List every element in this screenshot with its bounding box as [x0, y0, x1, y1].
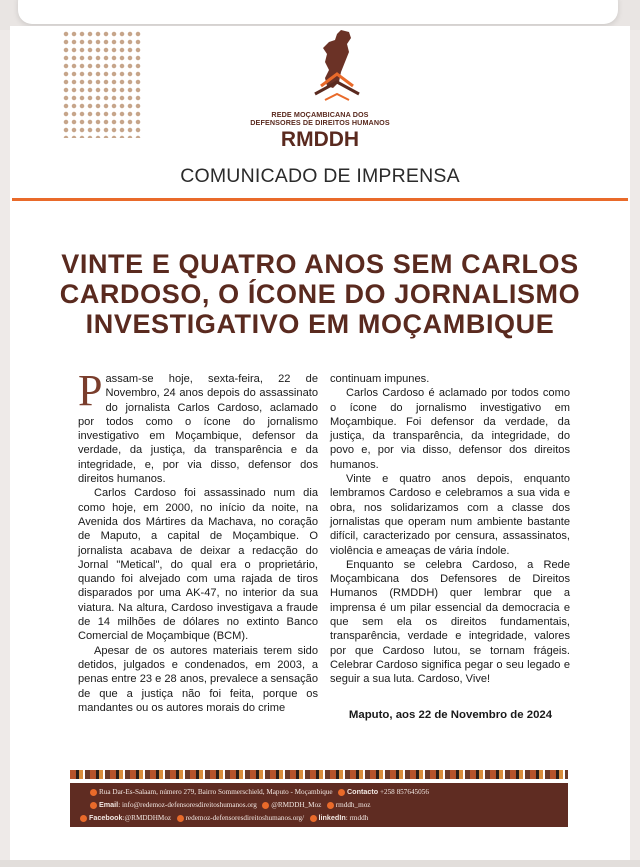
footer-address: Rua Dar-Es-Salaam, número 279, Bairro Sommerschield, Maputo - Moçambique: [99, 788, 333, 796]
body-paragraph: Carlos Cardoso foi assassinado num dia como hoje, em 2000, no início da noite, na Avenida dos Mártires da Machava, no coração de Maputo, a capital de Moçambique. O jornalista acabava de deixar a redacção do Jornal "Metical", do qual era o proprietário, quando foi alvejado com uma rajada de tiros disparados por uma AK-47, no interior da sua viatura. Na altura, Cardoso investigava a fraude de 14 milhões de dólares no extinto Banco Comercial de Moçambique (BCM).: [78, 487, 318, 643]
facebook-label: Facebook: [89, 813, 123, 822]
website-icon: [177, 815, 184, 822]
email-address[interactable]: : info@redemoz-defensoresdireitoshumanos.org: [118, 801, 257, 809]
body-paragraph: continuam impunes.: [330, 373, 430, 385]
email-icon: [90, 802, 97, 809]
contact-footer: [70, 783, 568, 827]
facebook-handle[interactable]: :@RMDDHMoz: [122, 814, 172, 822]
linkedin-label: linkedIn: [318, 813, 346, 822]
footer-line-1: [90, 787, 588, 796]
contact-label: Contacto: [346, 787, 379, 796]
headline: [40, 249, 600, 339]
org-name-line2: DEFENSORES DE DIREITOS HUMANOS: [250, 118, 390, 127]
headline-line: CARDOSO, O ÍCONE DO JORNALISMO: [59, 279, 581, 309]
website-link[interactable]: redemoz-defensoresdireitoshumanos.org/: [185, 814, 305, 822]
footer-line-3: [80, 813, 578, 822]
instagram-icon: [327, 802, 334, 809]
linkedin-handle[interactable]: : rmddh: [345, 814, 369, 822]
mozambique-map-logo-icon: [311, 28, 363, 106]
headline-line: INVESTIGATIVO EM MOÇAMBIQUE: [85, 309, 555, 339]
facebook-icon: [80, 815, 87, 822]
body-paragraph: [78, 366, 318, 486]
phone-icon: [338, 789, 345, 796]
twitter-handle[interactable]: @RMDDH_Moz: [271, 801, 322, 809]
email-label: Email: [99, 800, 119, 809]
body-paragraph: Carlos Cardoso é aclamado por todos como o ícone do jornalismo investigativo em Moçambique. Foi defensor da verdade, da justiça, da transparência, da integridade, do povo e, por via disso, defensor dos direitos humanos.: [330, 387, 570, 471]
body-paragraph: Vinte e quatro anos depois, enquanto lembramos Cardoso e celebramos a sua vida e obra, nos solidarizamos com a classe dos jornalistas que operam num ambiente bastante difícil, caracterizado por censura, assassinatos, violência e ameaças de vária índole.: [330, 473, 570, 557]
capulana-pattern-band: [70, 770, 568, 779]
org-abbreviation: RMDDH: [280, 128, 360, 151]
paragraph-text: assam-se hoje, sexta-feira, 22 de Novembro, 24 anos depois do assassinato do jornalista Carlos Cardoso, aclamado por todos como o ícone do jornalismo investigativo em Moçambique, defensor da verdade, da justiça, da transparência e da integridade, e, por via disso, defensor dos direitos humanos.: [78, 373, 318, 486]
twitter-icon: [262, 802, 269, 809]
signoff-date: Maputo, aos 22 de Novembro de 2024: [348, 709, 553, 721]
location-icon: [90, 789, 97, 796]
reaction-toolbar: [18, 0, 618, 24]
linkedin-icon: [310, 815, 317, 822]
body-paragraph: Apesar de os autores materiais terem sido detidos, julgados e condenados, em 2003, a penas entre 23 e 28 anos, prevalece a sensação de que a justiça não foi feita, porque os mandantes ou os autores morais do crime: [78, 644, 318, 714]
body-paragraph: Enquanto se celebra Cardoso, a Rede Moçambicana dos Defensores de Direitos Humanos (RMDDH) quer lembrar que a imprensa é um pilar essencial da democracia e que sem ela os direitos fundamentais, transparência, verdade e integridade, valores por que Cardoso lutou, se tornam frágeis. Celebrar Cardoso significa pegar o seu legado e seguir a sua luta. Cardoso, Vive!: [330, 558, 570, 686]
dropcap: P: [78, 366, 103, 415]
headline-line: VINTE E QUATRO ANOS SEM CARLOS: [61, 249, 579, 279]
contact-phone: +258 857645056: [379, 788, 429, 796]
org-name-line1: REDE MOÇAMBICANA DOS: [271, 110, 369, 119]
instagram-handle[interactable]: rmddh_moz: [335, 801, 371, 809]
divider-rule: [12, 198, 628, 201]
press-release-page: [10, 26, 630, 861]
body-column-2: [330, 372, 570, 687]
bottom-edge: [0, 860, 640, 867]
body-column-1: [78, 366, 318, 715]
document-type: COMUNICADO DE IMPRENSA: [180, 165, 460, 187]
footer-line-2: [90, 800, 588, 809]
